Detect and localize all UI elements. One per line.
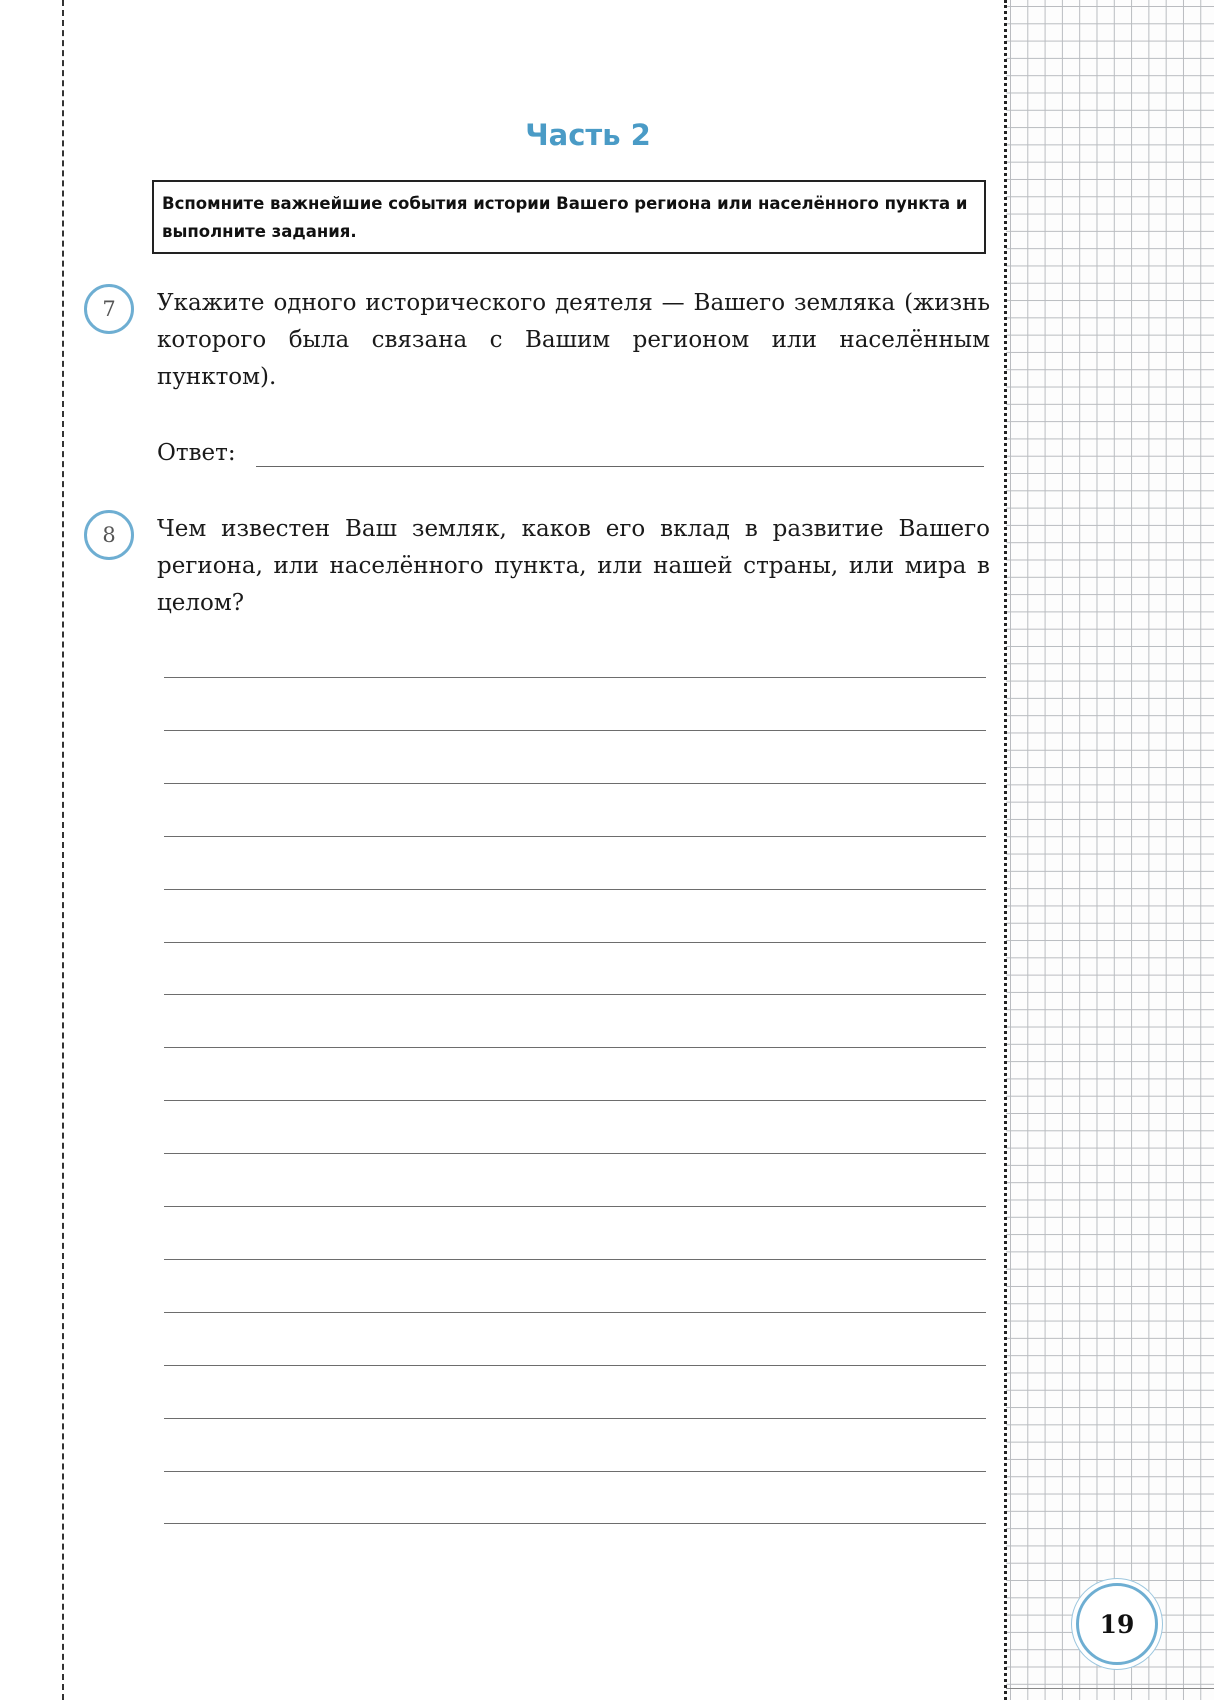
writing-line[interactable] — [164, 994, 986, 995]
writing-line[interactable] — [164, 677, 986, 678]
writing-line[interactable] — [164, 836, 986, 837]
writing-line[interactable] — [164, 1047, 986, 1048]
writing-line[interactable] — [164, 1365, 986, 1366]
task-number-8: 8 — [84, 510, 134, 560]
writing-line[interactable] — [164, 783, 986, 784]
task-number-7: 7 — [84, 284, 134, 334]
task-7-text: Укажите одного исторического деятеля — Вашего земляка (жизнь которого была связана с Вашим регионом или населённым пунктом). — [157, 290, 990, 390]
writing-line[interactable] — [164, 730, 986, 731]
writing-line[interactable] — [164, 942, 986, 943]
writing-line[interactable] — [164, 1100, 986, 1101]
part-title: Часть 2 — [525, 118, 651, 152]
grid-margin — [1006, 0, 1214, 1700]
writing-line[interactable] — [164, 1471, 986, 1472]
answer-field[interactable] — [256, 466, 984, 467]
writing-line[interactable] — [164, 1153, 986, 1154]
page-number: 19 — [1076, 1583, 1158, 1665]
writing-line[interactable] — [164, 1206, 986, 1207]
instruction-box: Вспомните важнейшие события истории Вашего региона или населённого пункта и выполните задания. — [152, 180, 986, 254]
writing-line[interactable] — [164, 1418, 986, 1419]
writing-line[interactable] — [164, 889, 986, 890]
writing-line[interactable] — [164, 1259, 986, 1260]
writing-line[interactable] — [164, 1523, 986, 1524]
cut-line — [62, 0, 64, 1700]
bottom-rule — [1006, 1688, 1214, 1689]
task-8-text: Чем известен Ваш земляк, каков его вклад в развитие Вашего региона, или населённого пункта, или нашей страны, или мира в целом? — [157, 516, 990, 616]
answer-label: Ответ: — [157, 440, 236, 466]
writing-line[interactable] — [164, 1312, 986, 1313]
grid-dotted-border — [1004, 0, 1007, 1700]
